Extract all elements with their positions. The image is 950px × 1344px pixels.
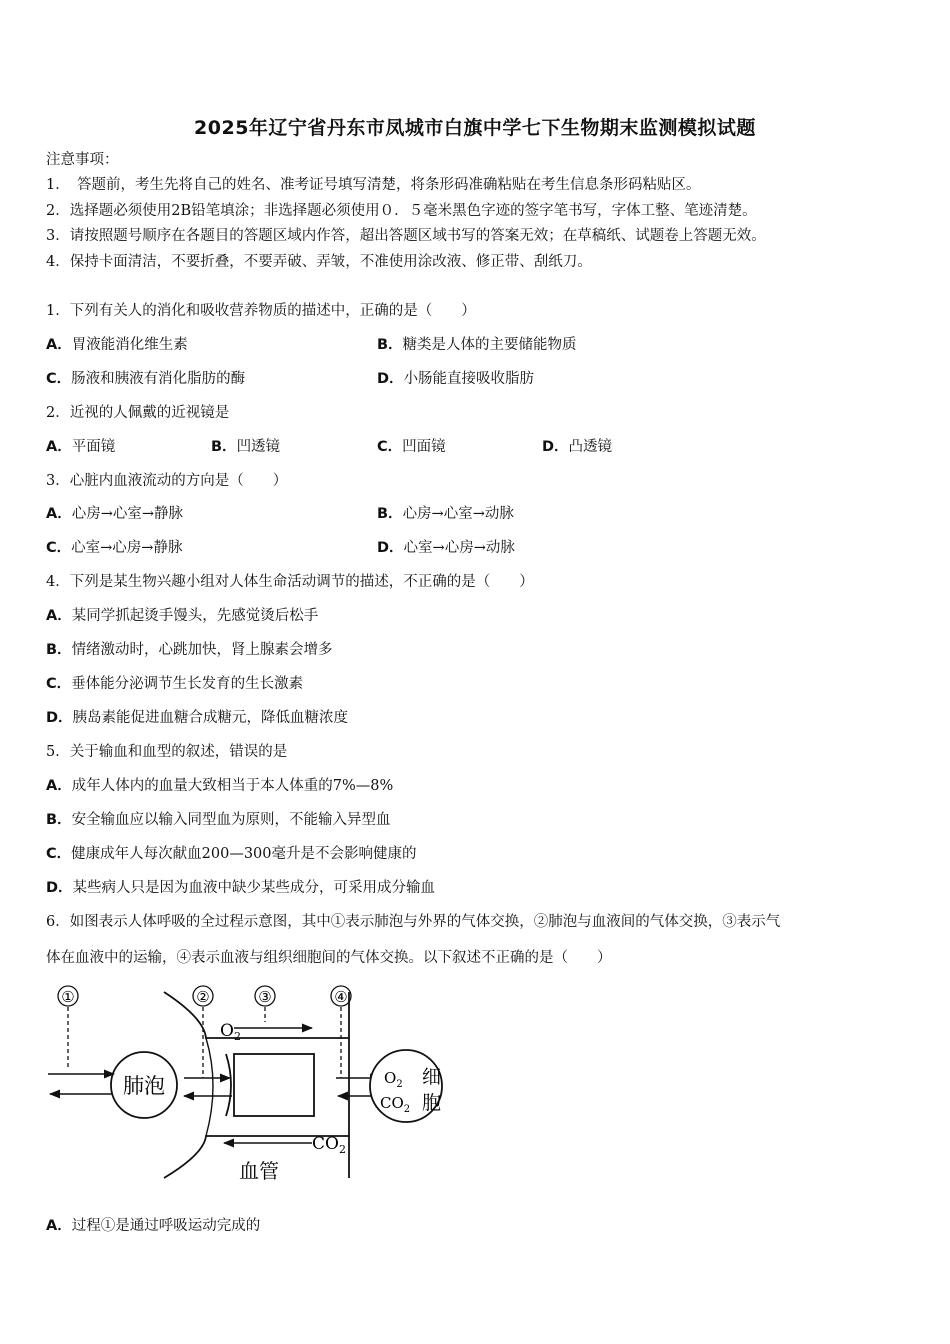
q5-option-d[interactable] [46,878,435,898]
q5-stem: 5．关于输血和血型的叙述，错误的是 [46,744,288,760]
vessel-o2-label: $O_2$ [220,1021,241,1043]
marker-4 [331,986,351,1006]
option-text: 心房→心室→动脉 [402,506,514,522]
option-letter: D． [377,540,404,556]
option-letter: D． [46,710,73,726]
option-letter: B． [377,337,403,353]
q4-stem: 4．下列是某生物兴趣小组对人体生命活动调节的描述，不正确的是（ ） [46,574,534,590]
option-text: 安全输血应以输入同型血为原则，不能输入异型血 [71,812,391,828]
notice-item-4: 4．保持卡面清洁，不要折叠，不要弄破、弄皱，不准使用涂改液、修正带、刮纸刀。 [46,254,592,270]
q3-option-b[interactable] [377,504,514,524]
alveolus-label: 肺泡 [123,1074,165,1098]
option-letter: C． [377,439,403,455]
option-text: 肠液和胰液有消化脂肪的酶 [71,371,246,387]
option-text: 某些病人只是因为血液中缺少某些成分，可采用成分输血 [72,880,436,896]
option-letter: C． [46,371,72,387]
option-letter: A． [46,778,72,794]
q3-option-c[interactable] [46,538,182,558]
notice-heading: 注意事项： [46,152,119,168]
option-letter: B． [377,506,403,522]
option-text: 小肠能直接吸收脂肪 [403,371,535,387]
option-text: 糖类是人体的主要储能物质 [402,337,577,353]
option-text: 心房→心室→静脉 [71,506,184,522]
option-letter: A． [46,506,72,522]
q1-option-c[interactable] [46,369,245,389]
q1-stem: 1．下列有关人的消化和吸收营养物质的描述中，正确的是（ ） [46,303,476,319]
q4-option-b[interactable] [46,640,333,660]
alveolus [111,1052,177,1118]
option-letter: B． [46,812,72,828]
option-text: 凸透镜 [568,439,613,455]
cell-label-bottom: 胞 [422,1092,442,1114]
tissue-cell [370,1050,442,1122]
q6-stem-line2: 体在血液中的运输，④表示血液与组织细胞间的气体交换。以下叙述不正确的是（ ） [46,950,612,966]
option-letter: C． [46,540,72,556]
option-letter: C． [46,846,72,862]
option-letter: A． [46,439,72,455]
option-text: 情绪激动时，心跳加快，肾上腺素会增多 [71,642,333,658]
option-text: 某同学抓起烫手馒头，先感觉烫后松手 [71,608,319,624]
q2-option-a[interactable] [46,437,115,457]
q2-option-c[interactable] [377,437,446,457]
option-text: 过程①是通过呼吸运动完成的 [71,1218,261,1234]
cell-o2-label: $O_2$ [384,1069,403,1090]
option-text: 垂体能分泌调节生长发育的生长激素 [71,676,304,692]
q1-option-b[interactable] [377,335,577,355]
respiration-diagram [44,978,446,1186]
option-text: 胃液能消化维生素 [71,337,188,353]
option-letter: A． [46,608,72,624]
q3-option-d[interactable] [377,538,515,558]
vessel-label: 血管 [239,1159,279,1183]
svg-text:②: ② [196,988,210,1006]
marker-1 [58,986,78,1006]
option-text: 成年人体内的血量大致相当于本人体重的7%—8% [71,778,394,794]
option-text: 平面镜 [71,439,116,455]
option-letter: B． [211,439,237,455]
svg-text:③: ③ [258,988,272,1006]
q2-stem: 2．近视的人佩戴的近视镜是 [46,405,230,421]
flow-arrows [48,1028,382,1143]
vessel-co2-label: $CO_2$ [312,1134,346,1156]
q6-option-a[interactable] [46,1216,260,1236]
notice-item-1: 1． 答题前，考生先将自己的姓名、准考证号填写清楚，将条形码准确粘贴在考生信息条形码粘贴区。 [46,177,701,193]
option-letter: D． [542,439,569,455]
option-text: 凹面镜 [402,439,446,455]
marker-2 [193,986,213,1006]
q4-option-a[interactable] [46,606,318,626]
option-text: 凹透镜 [236,439,281,455]
option-text: 健康成年人每次献血200—300毫升是不会影响健康的 [71,846,417,862]
q4-option-c[interactable] [46,674,303,694]
q3-option-a[interactable] [46,504,183,524]
option-text: 心室→心房→静脉 [71,540,183,556]
notice-item-2: 2．选择题必须使用2B铅笔填涂；非选择题必须使用０．５毫米黑色字迹的签字笔书写，字体工整、笔迹清楚。 [46,203,757,219]
q1-option-d[interactable] [377,369,534,389]
marker-3 [255,986,275,1006]
option-letter: D． [46,880,73,896]
cell-co2-label: $CO_2$ [380,1094,411,1115]
q2-option-d[interactable] [542,437,612,457]
notice-item-3: 3．请按照题号顺序在各题目的答题区域内作答，超出答题区域书写的答案无效；在草稿纸、试题卷上答题无效。 [46,228,766,244]
option-letter: C． [46,676,72,692]
q5-option-a[interactable] [46,776,393,796]
q6-stem-line1: 6．如图表示人体呼吸的全过程示意图，其中①表示肺泡与外界的气体交换，②肺泡与血液间的气体交换，③表示气 [46,914,781,930]
option-letter: D． [377,371,404,387]
svg-text:④: ④ [334,988,348,1006]
option-text: 胰岛素能促进血糖合成糖元，降低血糖浓度 [72,710,349,726]
q1-option-a[interactable] [46,335,188,355]
q2-option-b[interactable] [211,437,280,457]
cell-label-top: 细 [422,1066,442,1088]
svg-text:①: ① [61,988,75,1006]
option-text: 心室→心房→动脉 [403,540,515,556]
option-letter: A． [46,337,72,353]
q5-option-b[interactable] [46,810,391,830]
q3-stem: 3．心脏内血液流动的方向是（ ） [46,473,288,489]
q4-option-d[interactable] [46,708,348,728]
q5-option-c[interactable] [46,844,417,864]
option-letter: B． [46,642,72,658]
page-title: 2025年辽宁省丹东市凤城市白旗中学七下生物期末监测模拟试题 [194,117,756,139]
option-letter: A． [46,1218,72,1234]
respiration-diagram-svg [44,978,446,1186]
